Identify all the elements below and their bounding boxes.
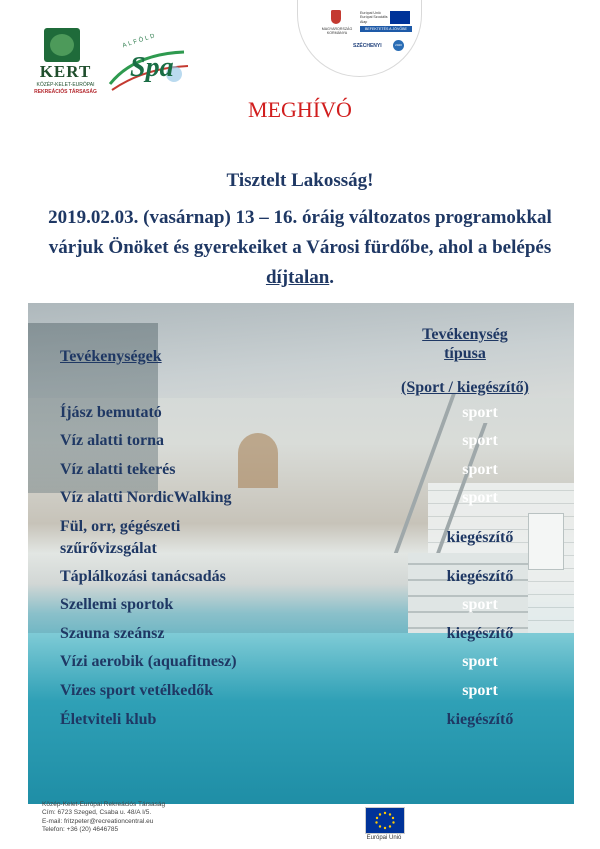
pool-info-sign bbox=[528, 513, 564, 570]
eu-flag-icon bbox=[390, 11, 410, 24]
invest-future-banner: BEFEKTETÉS A JÖVŐBE bbox=[360, 26, 412, 32]
intro-end: . bbox=[329, 267, 335, 288]
activity-type: sport bbox=[462, 596, 498, 613]
activity-name: Víz alatti NordicWalking bbox=[60, 489, 232, 506]
kert-logo-name: KERT bbox=[39, 62, 92, 81]
activity-name: Táplálkozási tanácsadás bbox=[60, 568, 226, 585]
footer-contact bbox=[42, 801, 165, 834]
footer-phone: Telefon: +36 (20) 4646785 bbox=[42, 825, 119, 833]
activity-name: Szauna szeánsz bbox=[60, 625, 165, 642]
activity-name: Vízi aerobik (aquafitnesz) bbox=[60, 653, 237, 670]
footer-org: Közép-Kelet-Európai Rekreációs Társaság bbox=[42, 801, 166, 808]
alfold-spa-logo bbox=[104, 34, 192, 98]
intro-emphasis: díjtalan bbox=[265, 267, 330, 288]
activity-name: Szellemi sportok bbox=[60, 596, 174, 613]
type-column-header bbox=[380, 325, 550, 397]
type-header-line-2: típusa bbox=[444, 345, 486, 362]
eu-fund-label: Európai Unió Európai Szociális Alap bbox=[360, 11, 388, 24]
tree-icon bbox=[44, 28, 80, 62]
page-title: MEGHÍVÓ bbox=[248, 97, 352, 122]
activity-name: Életviteli klub bbox=[60, 711, 157, 728]
intro-text: 2019.02.03. (vasárnap) 13 – 16. óráig változatos programokkal várjuk Önöket és gyerekeiket a Városi fürdőbe, ahol a belépés bbox=[48, 207, 552, 258]
activities-column-header: Tevékenységek bbox=[60, 348, 162, 365]
spa-logo-word: Spa bbox=[130, 52, 174, 83]
activity-type: sport bbox=[462, 461, 498, 478]
szechenyi-2020-badge bbox=[297, 0, 422, 77]
activity-type: kiegészítő bbox=[446, 625, 514, 642]
type-header-line-3: (Sport / kiegészítő) bbox=[401, 379, 529, 396]
greeting: Tisztelt Lakosság! bbox=[226, 170, 374, 191]
footer-address: Cím: 6723 Szeged, Csaba u. 48/A I/5. bbox=[42, 809, 152, 817]
activity-name: Íjász bemutató bbox=[60, 404, 162, 421]
activity-name: Fül, orr, gégészeti szűrővizsgálat bbox=[60, 518, 181, 557]
activity-type: sport bbox=[462, 404, 498, 421]
szechenyi-label: SZÉCHENYI bbox=[353, 43, 382, 49]
activity-type: sport bbox=[462, 682, 498, 699]
activity-type: kiegészítő bbox=[446, 711, 514, 728]
activity-name: Víz alatti torna bbox=[60, 432, 164, 449]
eu-label: Európai Unió bbox=[366, 835, 402, 841]
activity-type: sport bbox=[462, 432, 498, 449]
activity-type: kiegészítő bbox=[446, 529, 514, 546]
kert-logo-subtitle-2: REKREÁCIÓS TÁRSASÁG bbox=[34, 89, 97, 95]
activity-name: Vizes sport vetélkedők bbox=[60, 682, 214, 699]
kert-logo-subtitle: KÖZÉP-KELET-EURÓPAI bbox=[36, 82, 95, 88]
hungary-crest-icon bbox=[331, 10, 341, 24]
footer-email: E-mail: fritzpeter@recreationcentral.eu bbox=[42, 817, 154, 825]
hungary-government-label: MAGYARORSZÁG KORMÁNYA bbox=[321, 27, 353, 36]
szechenyi-pin-icon bbox=[393, 40, 404, 51]
spa-logo-arc-text: ALFÖLD bbox=[121, 32, 158, 50]
eu-flag-icon bbox=[365, 807, 405, 834]
activity-type: sport bbox=[462, 489, 498, 506]
activity-name: Víz alatti tekerés bbox=[60, 461, 176, 478]
intro-paragraph bbox=[40, 203, 560, 293]
activity-type: kiegészítő bbox=[446, 568, 514, 585]
type-header-line-1: Tevékenység bbox=[422, 326, 508, 343]
kert-logo bbox=[28, 28, 103, 96]
eu-stars-icon bbox=[366, 808, 404, 833]
szechenyi-number: 2020 bbox=[395, 43, 402, 47]
activity-type: sport bbox=[462, 653, 498, 670]
